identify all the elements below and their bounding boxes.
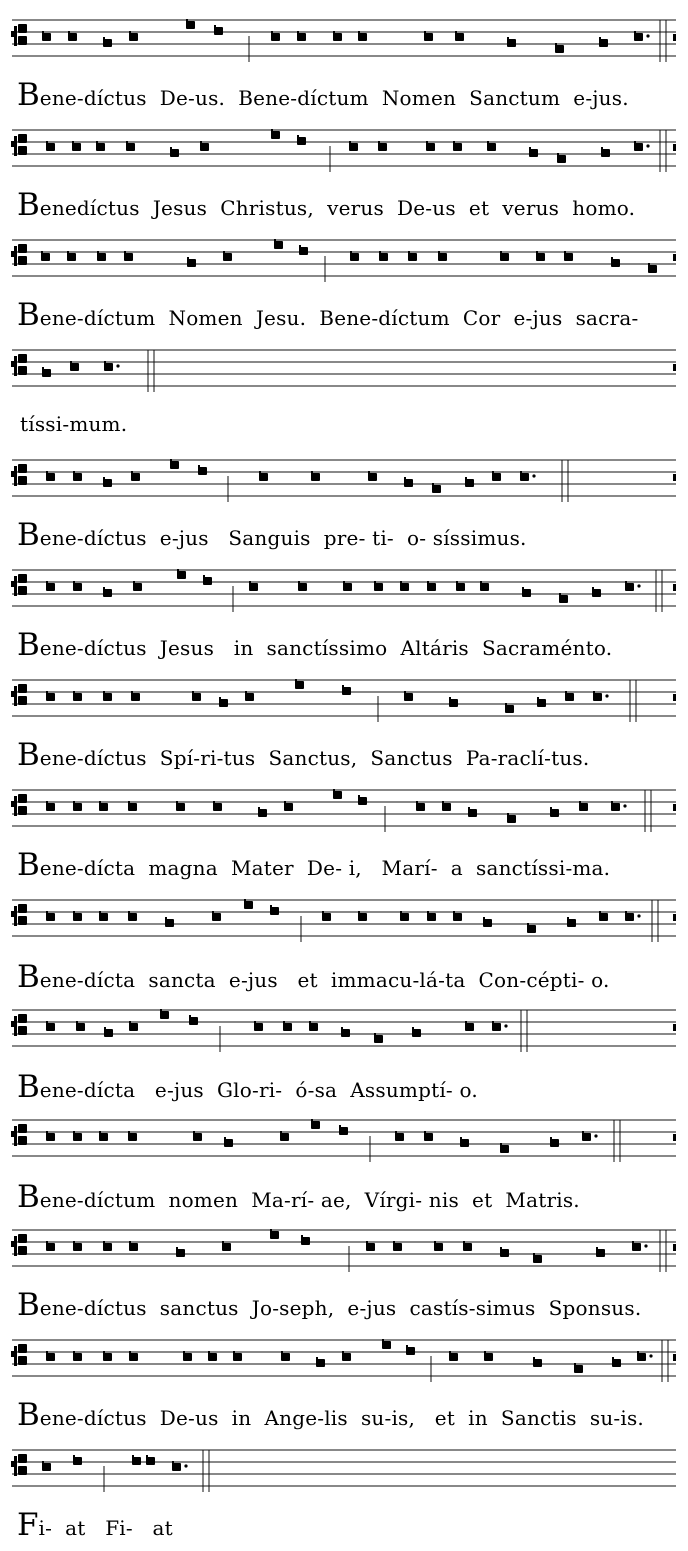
mora-dot — [646, 144, 649, 147]
punctum-note — [73, 693, 82, 701]
c-clef-icon — [11, 794, 27, 816]
punctum-note — [484, 1353, 493, 1361]
punctum-note — [456, 583, 465, 591]
punctum-note — [176, 1249, 185, 1257]
punctum-note — [72, 143, 81, 151]
lyric-text: ene-dícta e-jus Glo-ri- ó-sa Assumptí- o. — [39, 1078, 478, 1102]
punctum-note — [187, 259, 196, 267]
punctum-note — [96, 143, 105, 151]
staff-system-6 — [11, 569, 676, 612]
punctum-note — [507, 39, 516, 47]
punctum-note — [132, 1457, 141, 1465]
punctum-note — [172, 1463, 181, 1471]
punctum-note — [212, 913, 221, 921]
punctum-note — [487, 143, 496, 151]
punctum-note — [42, 33, 51, 41]
punctum-note — [438, 253, 447, 261]
punctum-note — [342, 1353, 351, 1361]
punctum-note — [529, 149, 538, 157]
custos-icon — [673, 1354, 676, 1361]
punctum-note — [379, 253, 388, 261]
initial-letter: F — [17, 1507, 39, 1543]
punctum-note — [67, 253, 76, 261]
punctum-note — [131, 473, 140, 481]
punctum-note — [537, 699, 546, 707]
punctum-note — [192, 693, 201, 701]
punctum-note — [295, 681, 304, 689]
punctum-note — [565, 693, 574, 701]
punctum-note — [124, 253, 133, 261]
punctum-note — [249, 583, 258, 591]
staff-system-4 — [11, 350, 676, 392]
lyric-line-4 — [20, 414, 127, 434]
punctum-note — [165, 919, 174, 927]
punctum-note — [213, 803, 222, 811]
punctum-note — [97, 253, 106, 261]
staff-system-1 — [11, 19, 676, 62]
punctum-note — [283, 1023, 292, 1031]
punctum-note — [395, 1133, 404, 1141]
punctum-note — [223, 253, 232, 261]
punctum-note — [99, 803, 108, 811]
punctum-note — [442, 803, 451, 811]
punctum-note — [550, 809, 559, 817]
punctum-note — [460, 1139, 469, 1147]
punctum-note — [42, 369, 51, 377]
punctum-note — [366, 1243, 375, 1251]
c-clef-icon — [11, 574, 27, 596]
staff-system-3 — [11, 239, 676, 282]
punctum-note — [378, 143, 387, 151]
mora-dot — [637, 914, 640, 917]
lyric-line-13 — [17, 1397, 644, 1433]
punctum-note — [634, 143, 643, 151]
punctum-note — [46, 1023, 55, 1031]
lyric-line-3 — [17, 297, 639, 333]
punctum-note — [453, 143, 462, 151]
custos-icon — [673, 584, 676, 591]
punctum-note — [103, 693, 112, 701]
lyric-text: ene-dícta sancta e-jus et immacu-lá-ta Con-cépti- o. — [39, 968, 610, 992]
punctum-note — [219, 699, 228, 707]
punctum-note — [596, 1249, 605, 1257]
punctum-note — [500, 1249, 509, 1257]
mora-dot — [605, 694, 608, 697]
staff-system-12 — [11, 1229, 676, 1272]
punctum-note — [245, 693, 254, 701]
punctum-note — [270, 1231, 279, 1239]
punctum-note — [625, 913, 634, 921]
punctum-note — [297, 33, 306, 41]
punctum-note — [507, 815, 516, 823]
punctum-note — [208, 1353, 217, 1361]
c-clef-icon — [11, 1454, 27, 1476]
punctum-note — [432, 485, 441, 493]
punctum-note — [203, 577, 212, 585]
punctum-note — [483, 919, 492, 927]
punctum-note — [254, 1023, 263, 1031]
punctum-note — [500, 253, 509, 261]
lyric-line-14 — [17, 1507, 173, 1543]
punctum-note — [342, 687, 351, 695]
mora-dot — [646, 34, 649, 37]
punctum-note — [468, 809, 477, 817]
punctum-note — [601, 149, 610, 157]
custos-icon — [673, 1024, 676, 1031]
mora-dot — [532, 474, 535, 477]
initial-letter: B — [17, 959, 40, 995]
custos-icon — [673, 1244, 676, 1251]
punctum-note — [271, 131, 280, 139]
punctum-note — [103, 589, 112, 597]
initial-letter: B — [17, 1287, 40, 1323]
punctum-note — [427, 583, 436, 591]
staff-system-5 — [11, 459, 676, 502]
punctum-note — [271, 33, 280, 41]
lyric-line-12 — [17, 1287, 642, 1323]
punctum-note — [126, 143, 135, 151]
punctum-note — [73, 913, 82, 921]
staff-system-14 — [11, 1450, 676, 1492]
punctum-note — [309, 1023, 318, 1031]
punctum-note — [299, 247, 308, 255]
staff-system-8 — [11, 789, 676, 832]
lyric-text: i- at Fi- at — [38, 1516, 173, 1540]
punctum-note — [73, 1353, 82, 1361]
punctum-note — [333, 791, 342, 799]
punctum-note — [520, 473, 529, 481]
punctum-note — [198, 467, 207, 475]
punctum-note — [189, 1017, 198, 1025]
initial-letter: B — [17, 297, 40, 333]
punctum-note — [426, 143, 435, 151]
punctum-note — [522, 589, 531, 597]
punctum-note — [280, 1133, 289, 1141]
punctum-note — [449, 699, 458, 707]
punctum-note — [599, 39, 608, 47]
punctum-note — [339, 1127, 348, 1135]
punctum-note — [73, 803, 82, 811]
mora-dot — [116, 364, 119, 367]
punctum-note — [427, 913, 436, 921]
lyric-text: ene-díctus e-jus Sanguis pre- ti- o- síssimus. — [39, 526, 527, 550]
c-clef-icon — [11, 464, 27, 486]
punctum-note — [424, 1133, 433, 1141]
initial-letter: B — [17, 517, 40, 553]
c-clef-icon — [11, 134, 27, 156]
punctum-note — [298, 583, 307, 591]
punctum-note — [567, 919, 576, 927]
c-clef-icon — [11, 1234, 27, 1256]
staff-system-10 — [11, 1009, 676, 1052]
staff-system-7 — [11, 679, 676, 722]
punctum-note — [258, 809, 267, 817]
punctum-note — [129, 33, 138, 41]
punctum-note — [424, 33, 433, 41]
punctum-note — [500, 1145, 509, 1153]
custos-icon — [673, 914, 676, 921]
punctum-note — [555, 45, 564, 53]
punctum-note — [374, 1035, 383, 1043]
punctum-note — [358, 913, 367, 921]
punctum-note — [129, 1023, 138, 1031]
punctum-note — [557, 155, 566, 163]
punctum-note — [358, 33, 367, 41]
punctum-note — [244, 901, 253, 909]
punctum-note — [632, 1243, 641, 1251]
punctum-note — [480, 583, 489, 591]
punctum-note — [455, 33, 464, 41]
punctum-note — [41, 253, 50, 261]
punctum-note — [42, 1463, 51, 1471]
custos-icon — [673, 474, 676, 481]
lyric-line-8 — [17, 847, 611, 883]
lyric-text: ene-díctus sanctus Jo-seph, e-jus castís-simus Sponsus. — [39, 1296, 642, 1320]
punctum-note — [564, 253, 573, 261]
custos-icon — [673, 34, 676, 41]
punctum-note — [463, 1243, 472, 1251]
punctum-note — [103, 39, 112, 47]
mora-dot — [623, 804, 626, 807]
punctum-note — [316, 1359, 325, 1367]
punctum-note — [200, 143, 209, 151]
initial-letter: B — [17, 1179, 40, 1215]
punctum-note — [259, 473, 268, 481]
punctum-note — [611, 803, 620, 811]
c-clef-icon — [11, 244, 27, 266]
custos-icon — [673, 254, 676, 261]
punctum-note — [634, 33, 643, 41]
punctum-note — [408, 253, 417, 261]
punctum-note — [73, 1243, 82, 1251]
lyric-line-6 — [17, 627, 613, 663]
punctum-note — [214, 27, 223, 35]
mora-dot — [637, 584, 640, 587]
punctum-note — [453, 913, 462, 921]
punctum-note — [104, 1029, 113, 1037]
punctum-note — [297, 137, 306, 145]
punctum-note — [46, 473, 55, 481]
punctum-note — [46, 803, 55, 811]
lyric-line-7 — [17, 737, 590, 773]
c-clef-icon — [11, 1014, 27, 1036]
punctum-note — [311, 1121, 320, 1129]
punctum-note — [128, 803, 137, 811]
c-clef-icon — [11, 354, 27, 376]
punctum-note — [70, 363, 79, 371]
lyric-line-2 — [17, 187, 636, 223]
punctum-note — [46, 1353, 55, 1361]
punctum-note — [281, 1353, 290, 1361]
staff-system-2 — [11, 129, 676, 172]
punctum-note — [582, 1133, 591, 1141]
punctum-note — [611, 259, 620, 267]
punctum-note — [160, 1011, 169, 1019]
punctum-note — [128, 913, 137, 921]
punctum-note — [400, 583, 409, 591]
punctum-note — [393, 1243, 402, 1251]
lyric-text: ene-díctus Jesus in sanctíssimo Altáris Sacraménto. — [39, 636, 613, 660]
lyric-text: ene-díctus De-us in Ange-lis su-is, et in Sanctis su-is. — [39, 1406, 644, 1430]
punctum-note — [186, 21, 195, 29]
initial-letter: B — [17, 1069, 40, 1105]
mora-dot — [504, 1024, 507, 1027]
punctum-note — [233, 1353, 242, 1361]
punctum-note — [593, 693, 602, 701]
punctum-note — [533, 1359, 542, 1367]
custos-icon — [673, 1134, 676, 1141]
mora-dot — [184, 1464, 187, 1467]
lyric-text: ene-díctum nomen Ma-rí- ae, Vírgi- nis et Matris. — [39, 1188, 580, 1212]
c-clef-icon — [11, 904, 27, 926]
punctum-note — [128, 1133, 137, 1141]
punctum-note — [183, 1353, 192, 1361]
initial-letter: B — [17, 1397, 40, 1433]
punctum-note — [73, 583, 82, 591]
punctum-note — [99, 1133, 108, 1141]
punctum-note — [274, 241, 283, 249]
lyric-line-5 — [17, 517, 527, 553]
custos-icon — [673, 804, 676, 811]
punctum-note — [341, 1029, 350, 1037]
punctum-note — [434, 1243, 443, 1251]
punctum-note — [492, 473, 501, 481]
punctum-note — [505, 705, 514, 713]
punctum-note — [579, 803, 588, 811]
punctum-note — [412, 1029, 421, 1037]
punctum-note — [574, 1365, 583, 1373]
lyric-line-10 — [17, 1069, 478, 1105]
punctum-note — [533, 1255, 542, 1263]
punctum-note — [349, 143, 358, 151]
punctum-note — [46, 1133, 55, 1141]
initial-letter: B — [17, 187, 40, 223]
punctum-note — [73, 473, 82, 481]
punctum-note — [492, 1023, 501, 1031]
punctum-note — [350, 253, 359, 261]
punctum-note — [599, 913, 608, 921]
punctum-note — [131, 693, 140, 701]
punctum-note — [449, 1353, 458, 1361]
punctum-note — [46, 913, 55, 921]
punctum-note — [46, 583, 55, 591]
initial-letter: B — [17, 627, 40, 663]
punctum-note — [270, 907, 279, 915]
punctum-note — [400, 913, 409, 921]
c-clef-icon — [11, 24, 27, 46]
custos-icon — [673, 364, 676, 371]
punctum-note — [133, 583, 142, 591]
punctum-note — [170, 461, 179, 469]
punctum-note — [73, 1133, 82, 1141]
custos-icon — [673, 694, 676, 701]
punctum-note — [368, 473, 377, 481]
punctum-note — [146, 1457, 155, 1465]
punctum-note — [46, 1243, 55, 1251]
punctum-note — [103, 1353, 112, 1361]
c-clef-icon — [11, 684, 27, 706]
punctum-note — [46, 143, 55, 151]
punctum-note — [406, 1347, 415, 1355]
initial-letter: B — [17, 77, 40, 113]
punctum-note — [311, 473, 320, 481]
punctum-note — [333, 33, 342, 41]
punctum-note — [465, 479, 474, 487]
staff-system-11 — [11, 1119, 676, 1162]
punctum-note — [592, 589, 601, 597]
punctum-note — [637, 1353, 646, 1361]
punctum-note — [222, 1243, 231, 1251]
punctum-note — [284, 803, 293, 811]
c-clef-icon — [11, 1124, 27, 1146]
punctum-note — [76, 1023, 85, 1031]
punctum-note — [465, 1023, 474, 1031]
custos-icon — [673, 144, 676, 151]
punctum-note — [527, 925, 536, 933]
staff-system-13 — [11, 1339, 676, 1382]
punctum-note — [177, 571, 186, 579]
punctum-note — [68, 33, 77, 41]
punctum-note — [103, 1243, 112, 1251]
lyric-line-1 — [17, 77, 629, 113]
mora-dot — [594, 1134, 597, 1137]
punctum-note — [404, 693, 413, 701]
punctum-note — [103, 479, 112, 487]
punctum-note — [193, 1133, 202, 1141]
punctum-note — [224, 1139, 233, 1147]
lyric-text: enedíctus Jesus Christus, verus De-us et verus homo. — [39, 196, 636, 220]
punctum-note — [99, 913, 108, 921]
punctum-note — [625, 583, 634, 591]
lyric-line-11 — [17, 1179, 580, 1215]
punctum-note — [536, 253, 545, 261]
punctum-note — [416, 803, 425, 811]
initial-letter: B — [17, 847, 40, 883]
lyric-text: ene-díctum Nomen Jesu. Bene-díctum Cor e-jus sacra- — [39, 306, 639, 330]
punctum-note — [301, 1237, 310, 1245]
punctum-note — [129, 1243, 138, 1251]
punctum-note — [322, 913, 331, 921]
lyric-text: tíssi-mum. — [20, 412, 128, 436]
punctum-note — [358, 797, 367, 805]
punctum-note — [46, 693, 55, 701]
mora-dot — [649, 1354, 652, 1357]
lyric-text: ene-díctus Spí-ri-tus Sanctus, Sanctus Pa-raclí-tus. — [39, 746, 590, 770]
lyric-text: ene-dícta magna Mater De- i, Marí- a sanctíssi-ma. — [39, 856, 611, 880]
punctum-note — [404, 479, 413, 487]
lyric-line-9 — [17, 959, 610, 995]
punctum-note — [343, 583, 352, 591]
punctum-note — [104, 363, 113, 371]
punctum-note — [170, 149, 179, 157]
punctum-note — [559, 595, 568, 603]
punctum-note — [648, 265, 657, 273]
c-clef-icon — [11, 1344, 27, 1366]
punctum-note — [382, 1341, 391, 1349]
punctum-note — [374, 583, 383, 591]
staff-system-9 — [11, 899, 676, 942]
punctum-note — [176, 803, 185, 811]
punctum-note — [550, 1139, 559, 1147]
punctum-note — [129, 1353, 138, 1361]
mora-dot — [644, 1244, 647, 1247]
initial-letter: B — [17, 737, 40, 773]
punctum-note — [73, 1457, 82, 1465]
lyric-text: ene-díctus De-us. Bene-díctum Nomen Sanctum e-jus. — [39, 86, 629, 110]
punctum-note — [612, 1359, 621, 1367]
